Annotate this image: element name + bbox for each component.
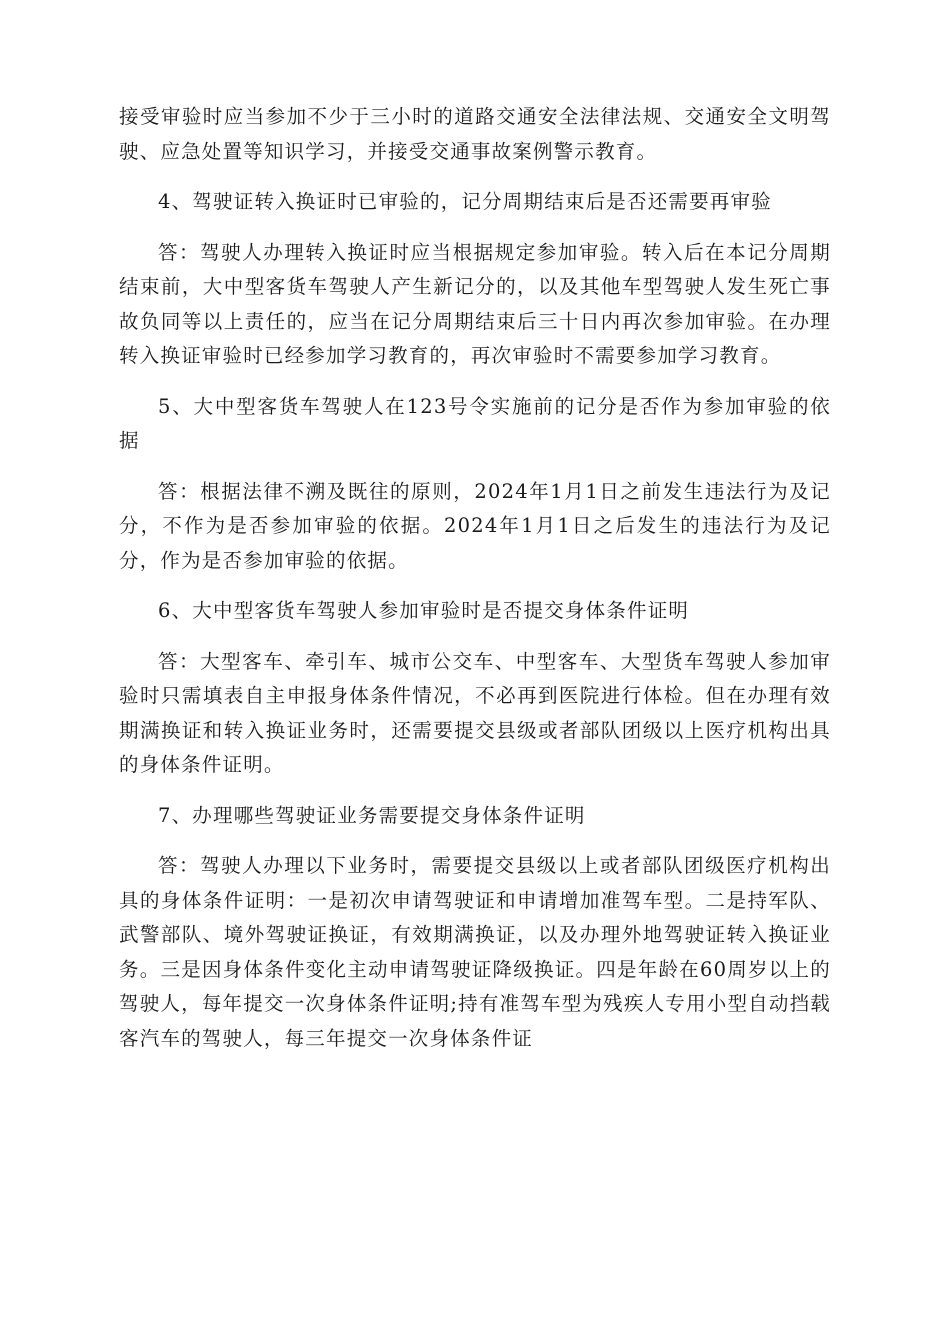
question-7-heading: 7、办理哪些驾驶证业务需要提交身体条件证明 xyxy=(158,803,586,827)
paragraph-continuation: 接受审验时应当参加不少于三小时的道路交通安全法律法规、交通安全文明驾驶、应急处置等知识学习，并接受交通事故案例警示教育。 xyxy=(119,105,831,163)
answer-6: 答：大型客车、牵引车、城市公交车、中型客车、大型货车驾驶人参加审验时只需填表自主申报身体条件情况，不必再到医院进行体检。但在办理有效期满换证和转入换证业务时，还需要提交县级或者部队团级以上医疗机构出具的身体条件证明。 xyxy=(119,649,831,776)
question-5-heading: 5、大中型客货车驾驶人在123号令实施前的记分是否作为参加审验的依据 xyxy=(119,394,831,452)
answer-4: 答：驾驶人办理转入换证时应当根据规定参加审验。转入后在本记分周期结束前，大中型客货车驾驶人产生新记分的，以及其他车型驾驶人发生死亡事故负同等以上责任的，应当在记分周期结束后三十日内再次参加审验。在办理转入换证审验时已经参加学习教育的，再次审验时不需要参加学习教育。 xyxy=(119,240,831,367)
answer-7: 答：驾驶人办理以下业务时，需要提交县级以上或者部队团级医疗机构出具的身体条件证明：一是初次申请驾驶证和申请增加准驾车型。二是持军队、武警部队、境外驾驶证换证，有效期满换证，以及办理外地驾驶证转入换证业务。三是因身体条件变化主动申请驾驶证降级换证。四是年龄在60周岁以上的驾驶人，每年提交一次身体条件证明;持有准驾车型为残疾人专用小型自动挡载客汽车的驾驶人，每三年提交一次身体条件证 xyxy=(119,854,831,1050)
question-6-heading: 6、大中型客货车驾驶人参加审验时是否提交身体条件证明 xyxy=(158,599,690,622)
document-body xyxy=(119,100,831,1072)
answer-5: 答：根据法律不溯及既往的原则，2024年1月1日之前发生违法行为及记分，不作为是否参加审验的依据。2024年1月1日之后发生的违法行为及记分，作为是否参加审验的依据。 xyxy=(119,479,831,572)
question-4-heading: 4、驾驶证转入换证时已审验的，记分周期结束后是否还需要再审验 xyxy=(158,190,772,213)
